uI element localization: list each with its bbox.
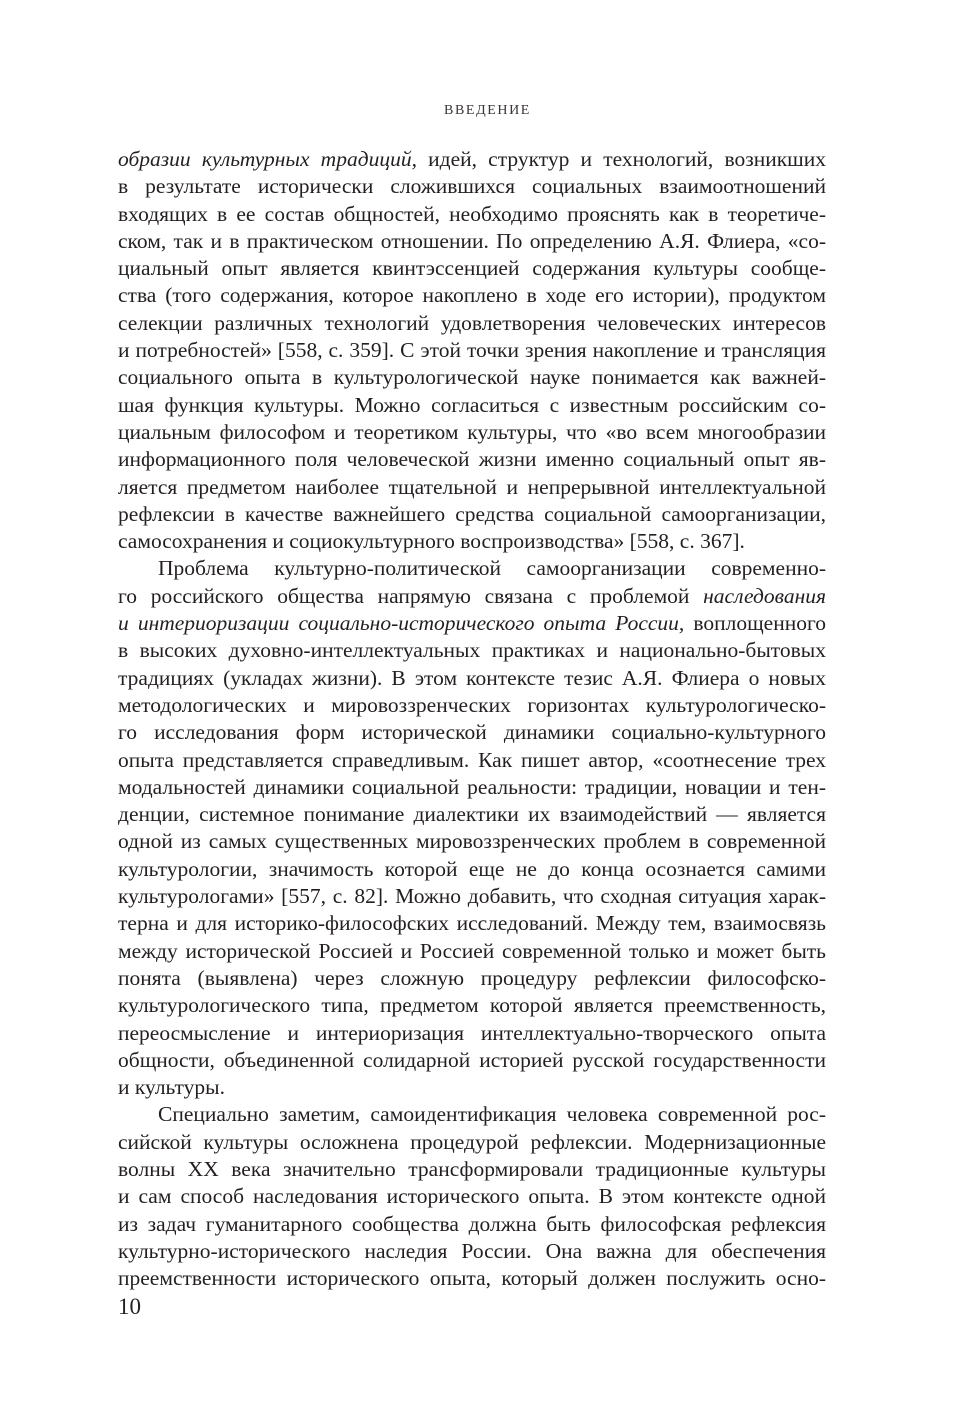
text-line	[118, 1020, 826, 1047]
text-segment: и культуры.	[118, 1075, 225, 1100]
text-line	[118, 1265, 826, 1292]
running-head: ВВЕДЕНИЕ	[444, 103, 531, 118]
text-line	[118, 692, 826, 719]
paragraph-2	[118, 555, 826, 1101]
text-line	[118, 1238, 826, 1265]
text-segment: Специально заметим, самоидентификация человека современной рос-	[158, 1102, 826, 1127]
text-segment: ском, так и в практическом отношении. По определению А.Я. Флиера, «со-	[118, 228, 826, 253]
text-segment: переосмысление и интериоризация интеллектуально-творческого опыта	[118, 1020, 826, 1045]
text-segment: воплощенного	[684, 611, 826, 636]
text-segment: сийской культуры осложнена процедурой рефлексии. Модернизационные	[118, 1129, 826, 1154]
text-segment: между исторической Россией и Россией современной только и может быть	[118, 938, 826, 963]
text-segment: опыта представляется справедливым. Как пишет автор, «соотнесение трех	[118, 747, 826, 772]
text-line	[118, 337, 826, 364]
text-segment: из задач гуманитарного сообщества должна быть философская рефлексия	[118, 1211, 826, 1236]
italic-segment: образии культурных традиций,	[118, 147, 417, 171]
text-segment: циальный опыт является квинтэссенцией содержания культуры сообще-	[118, 256, 826, 281]
text-line	[118, 965, 826, 992]
text-line	[118, 828, 826, 855]
text-segment: Проблема культурно-политической самоорганизации современно-	[158, 556, 826, 581]
text-segment: культурологического типа, предметом которой является преемственность,	[118, 993, 826, 1018]
text-segment: рефлексии в качестве важнейшего средства социальной самоорганизации,	[118, 501, 826, 526]
text-segment: и сам способ наследования исторического опыта. В этом контексте одной	[118, 1184, 826, 1209]
text-line	[118, 228, 826, 255]
text-segment: преемственности исторического опыта, который должен послужить осно-	[118, 1266, 826, 1291]
text-line	[118, 501, 826, 528]
text-segment: самосохранения и социокультурного воспроизводства» [558, с. 367].	[118, 529, 745, 554]
text-segment: в высоких духовно-интеллектуальных практиках и национально-бытовых	[118, 638, 826, 663]
text-line	[118, 938, 826, 965]
text-line	[118, 173, 826, 200]
text-line	[118, 883, 826, 910]
text-segment: волны XX века значительно трансформировали традиционные культуры	[118, 1156, 826, 1181]
text-line	[118, 801, 826, 828]
text-segment: понята (выявлена) через сложную процедуру рефлексии философско-	[118, 965, 826, 990]
text-segment: го исследования форм исторической динамики социально-культурного	[118, 720, 826, 745]
paragraph-3	[118, 1101, 826, 1292]
text-line	[118, 310, 826, 337]
text-segment: идей, структур и технологий, возникших	[416, 147, 826, 171]
text-line	[118, 747, 826, 774]
text-segment: культурно-исторического наследия России. Она важна для обеспечения	[118, 1238, 826, 1263]
text-segment: культурологами» [557, с. 82]. Можно добавить, что сходная ситуация харак-	[118, 884, 826, 909]
text-line	[118, 1156, 826, 1183]
text-segment: модальностей динамики социальной реальности: традиции, новации и тен-	[118, 774, 826, 799]
text-segment: го российского общества напрямую связана с проблемой	[118, 583, 704, 608]
text-segment: методологических и мировоззренческих горизонтах культурологическо-	[118, 692, 826, 717]
text-segment: терна и для историко-философских исследований. Между тем, взаимосвязь	[118, 911, 826, 936]
text-segment: одной из самых существенных мировоззренческих проблем в современной	[118, 829, 826, 854]
text-segment: ства (того содержания, которое накоплено в ходе его истории), продуктом	[118, 283, 826, 308]
text-line	[118, 910, 826, 937]
text-line	[118, 1074, 826, 1101]
text-line	[118, 255, 826, 282]
text-segment: и потребностей» [558, с. 359]. С этой точки зрения накопление и трансляция	[118, 338, 826, 363]
text-segment: входящих в ее состав общностей, необходимо прояснять как в теоретиче-	[118, 201, 826, 226]
text-segment: общности, объединенной солидарной историей русской государственности	[118, 1047, 826, 1072]
text-line	[118, 1047, 826, 1074]
text-line	[118, 446, 826, 473]
text-line	[118, 856, 826, 883]
text-line	[118, 1183, 826, 1210]
text-line	[118, 364, 826, 391]
text-segment: информационного поля человеческой жизни именно социальный опыт яв-	[118, 447, 826, 472]
text-line	[118, 282, 826, 309]
text-line	[118, 992, 826, 1019]
text-line	[118, 555, 826, 582]
body-text	[118, 146, 826, 1292]
text-line	[118, 583, 826, 610]
text-line	[118, 1211, 826, 1238]
italic-segment: и интериоризации социально-исторического опыта России,	[118, 611, 685, 636]
text-line	[118, 474, 826, 501]
text-line	[118, 146, 826, 173]
text-segment: циальным философом и теоретиком культуры, что «во всем многообразии	[118, 419, 826, 444]
text-segment: денции, системное понимание диалектики их взаимодействий — является	[118, 802, 826, 827]
text-line	[118, 774, 826, 801]
text-line	[118, 392, 826, 419]
text-segment: традициях (укладах жизни). В этом контексте тезис А.Я. Флиера о новых	[118, 665, 826, 690]
paragraph-1	[118, 146, 826, 555]
text-line	[118, 528, 826, 555]
text-line	[118, 1129, 826, 1156]
text-line	[118, 637, 826, 664]
text-segment: селекции различных технологий удовлетворения человеческих интересов	[118, 310, 826, 335]
text-line	[118, 610, 826, 637]
text-line	[118, 1101, 826, 1128]
text-line	[118, 665, 826, 692]
italic-segment: наследования	[703, 583, 826, 608]
text-segment: социального опыта в культурологической науке понимается как важней-	[118, 365, 826, 390]
text-segment: в результате исторически сложившихся социальных взаимоотношений	[118, 174, 826, 199]
text-segment: ляется предметом наиболее тщательной и непрерывной интеллектуальной	[118, 474, 826, 499]
text-segment: культурологии, значимость которой еще не до конца осознается самими	[118, 856, 826, 881]
page-number: 10	[118, 1294, 141, 1319]
text-line	[118, 419, 826, 446]
text-line	[118, 201, 826, 228]
text-line	[118, 719, 826, 746]
text-segment: шая функция культуры. Можно согласиться с известным российским со-	[118, 392, 826, 417]
